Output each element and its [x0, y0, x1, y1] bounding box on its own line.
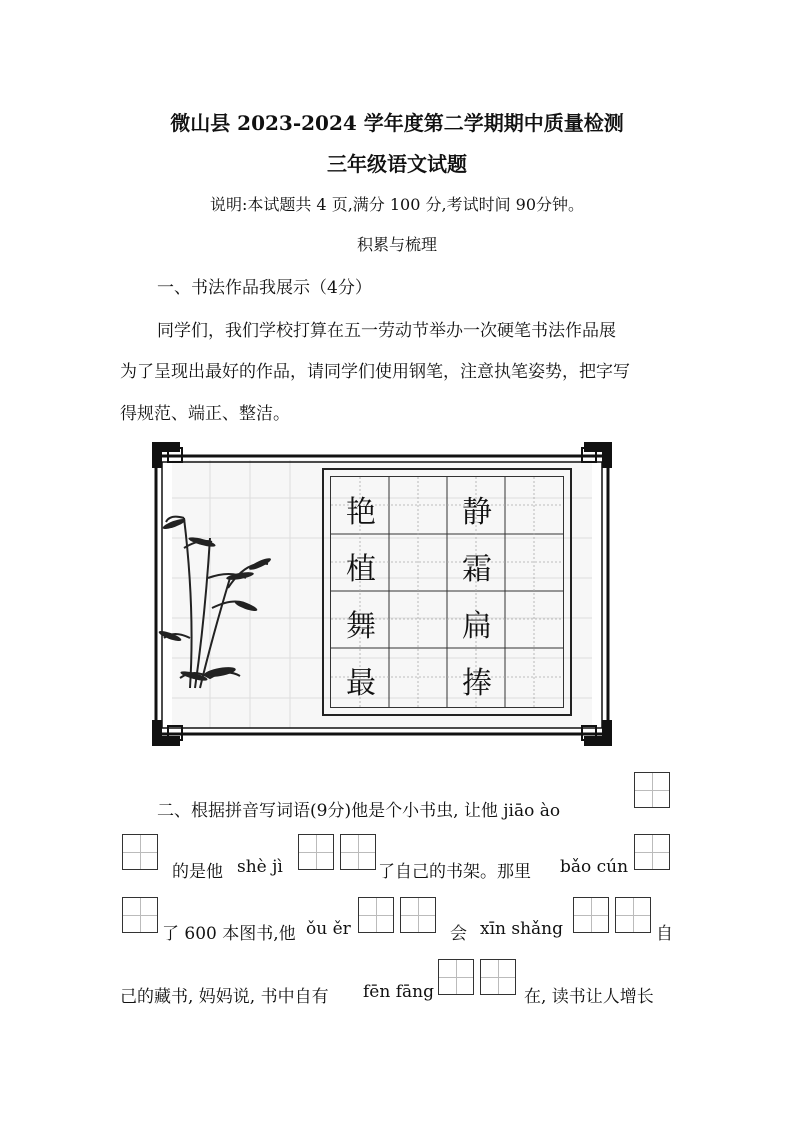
calligraphy-char: 霜: [462, 552, 492, 587]
q2-line2-c: 了自己的书架。那里: [378, 862, 531, 882]
q1-heading: 一、书法作品我展示（4分）: [157, 278, 372, 298]
answer-box[interactable]: [634, 834, 670, 870]
q2-line3-c: 会: [450, 924, 467, 944]
section-title: 积累与梳理: [356, 235, 437, 254]
q1-line3: 得规范、端正、整洁。: [120, 404, 290, 424]
answer-box[interactable]: [122, 834, 158, 870]
q2-line3-a: 了 600 本图书,他: [162, 924, 296, 944]
q1-line1: 同学们，我们学校打算在五一劳动节举办一次硬笔书法作品展: [157, 321, 616, 341]
calligraphy-char: 捧: [462, 666, 492, 701]
character-grid: [322, 468, 572, 716]
q2-pinyin-fenfang: fēn fāng: [363, 982, 434, 1002]
character-grid-inner: [330, 476, 564, 708]
answer-box[interactable]: [438, 959, 474, 995]
answer-box[interactable]: [400, 897, 436, 933]
exam-subtitle: 三年级语文试题: [327, 152, 467, 176]
answer-box[interactable]: [340, 834, 376, 870]
q2-pinyin-sheji: shè jì: [237, 857, 283, 877]
calligraphy-char: 舞: [346, 609, 376, 644]
q2-line4-a: 己的藏书, 妈妈说, 书中自有: [120, 987, 329, 1007]
calligraphy-char: 扁: [462, 609, 492, 644]
answer-box[interactable]: [122, 897, 158, 933]
q2-pinyin-ouer: ǒu ěr: [306, 919, 351, 939]
q2-line1: 二、根据拼音写词语(9分)他是个小书虫, 让他 jiāo ào: [157, 801, 561, 821]
q2-line3-e: 自: [656, 924, 673, 944]
q1-line2: 为了呈现出最好的作品，请同学们使用钢笔，注意执笔姿势，把字写: [120, 362, 630, 382]
calligraphy-char: 最: [346, 666, 376, 701]
exam-note: 说明:本试题共 4 页,满分 100 分,考试时间 90分钟。: [209, 195, 585, 214]
q2-pinyin-xinshang: xīn shǎng: [480, 919, 564, 939]
calligraphy-char: 艳: [346, 495, 376, 530]
q2-line2-a: 的是他: [172, 862, 223, 882]
answer-box[interactable]: [615, 897, 651, 933]
calligraphy-char: 植: [346, 552, 376, 587]
q2-line4-c: 在, 读书让人增长: [524, 987, 654, 1007]
answer-box[interactable]: [480, 959, 516, 995]
q2-pinyin-baocun: bǎo cún: [560, 857, 629, 877]
calligraphy-char: 静: [462, 495, 492, 530]
answer-box[interactable]: [634, 772, 670, 808]
exam-title: 微山县 2023-2024 学年度第二学期期中质量检测: [170, 111, 624, 135]
answer-box[interactable]: [298, 834, 334, 870]
answer-box[interactable]: [358, 897, 394, 933]
answer-box[interactable]: [573, 897, 609, 933]
